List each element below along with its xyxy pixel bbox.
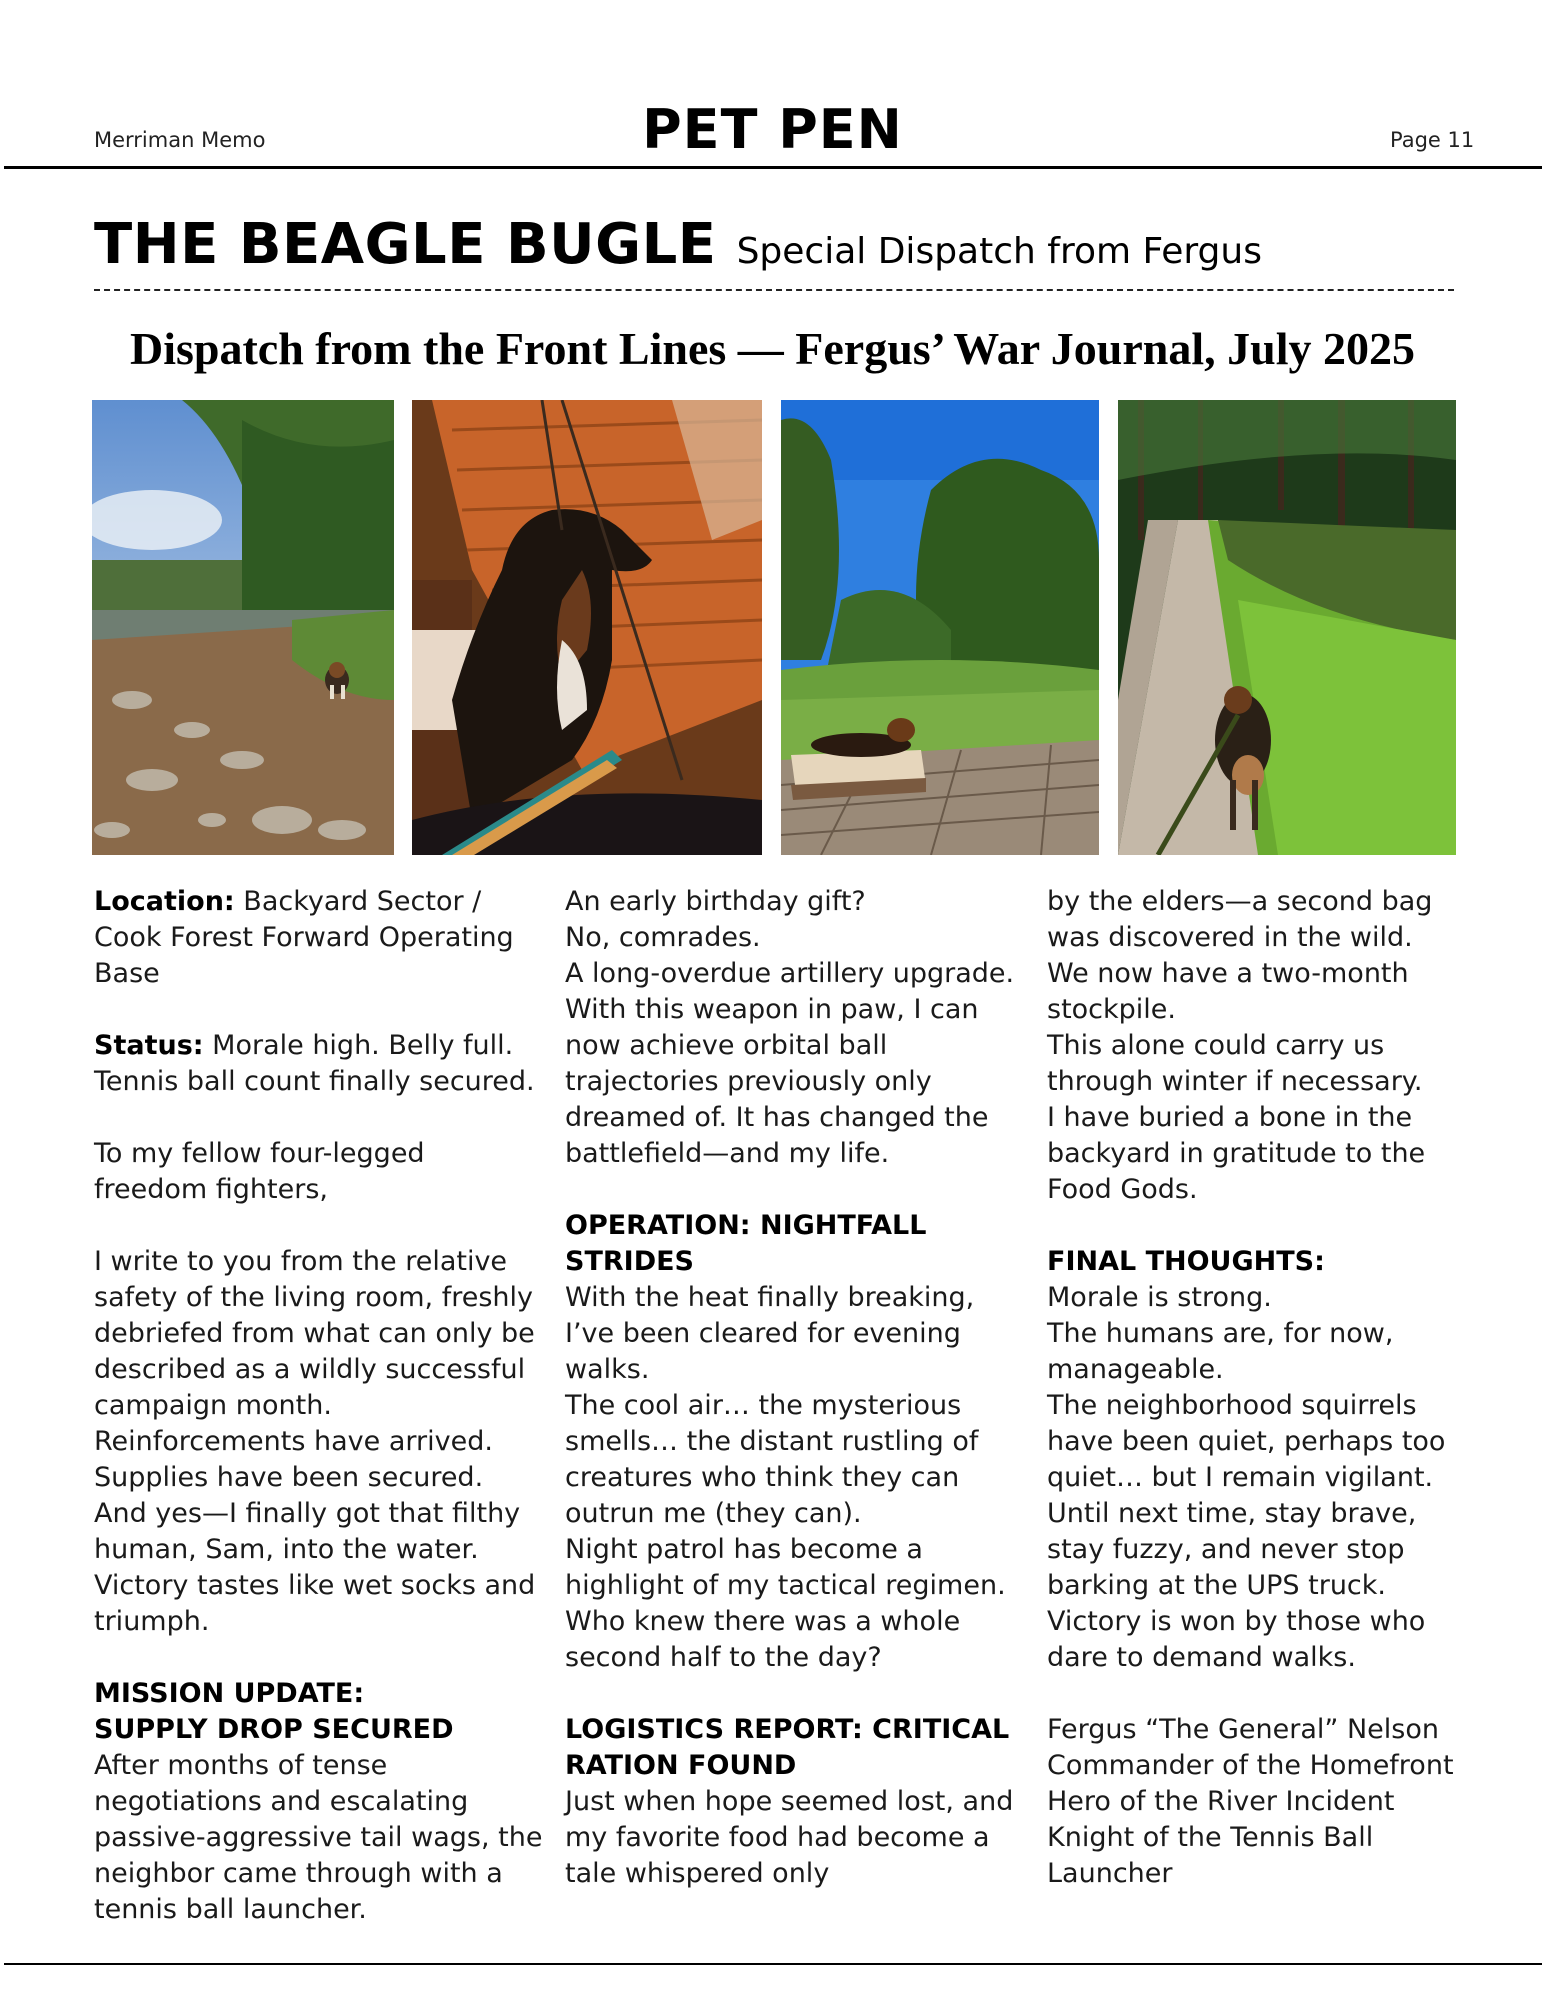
beagle-on-porch-swing-photo	[412, 400, 762, 855]
body-line: With this weapon in paw, I can now achieve orbital ball trajectories previously only dreamed of. It has changed the battlefield—and my life.	[565, 994, 989, 1169]
body-line: Reinforcements have arrived.	[94, 1426, 493, 1457]
body-line: Morale is strong.	[1047, 1282, 1272, 1313]
section-heading: LOGISTICS REPORT: CRITICAL RATION FOUND	[565, 1714, 1010, 1781]
beagle-on-riverbank-photo	[92, 400, 394, 855]
body-line: Victory tastes like wet socks and triumph.	[94, 1570, 536, 1637]
section-heading: FINAL THOUGHTS:	[1047, 1246, 1325, 1277]
article-headline: Dispatch from the Front Lines — Fergus’ War Journal, July 2025	[129, 323, 1416, 374]
section-heading: MISSION UPDATE:	[94, 1678, 365, 1709]
body-line: The humans are, for now, manageable.	[1047, 1318, 1394, 1385]
page-header	[0, 0, 1545, 172]
status-label: Status:	[94, 1030, 204, 1061]
body-line: A long-overdue artillery upgrade.	[565, 958, 1015, 989]
column-title: THE BEAGLE BUGLE	[94, 212, 717, 277]
body-line: The cool air… the mysterious smells… the distant rustling of creatures who think they can outrun me (they can).	[565, 1390, 979, 1529]
location-text: Backyard Sector / Cook Forest Forward Operating Base	[94, 886, 514, 989]
location-line	[94, 884, 544, 992]
body-line: Just when hope seemed lost, and my favorite food had become a tale whispered only	[565, 1786, 1014, 1889]
body-line: by the elders—a second bag was discovered in the wild.	[1047, 886, 1433, 953]
greeting: To my fellow four-legged freedom fighters,	[94, 1138, 425, 1205]
section-title: PET PEN	[642, 98, 903, 161]
footer-rule	[4, 1963, 1542, 1965]
location-label: Location:	[94, 886, 235, 917]
dashed-divider	[94, 289, 1454, 291]
signature-title: Commander of the Homefront	[1047, 1750, 1454, 1781]
body-line: No, comrades.	[565, 922, 761, 953]
section-heading: OPERATION: NIGHTFALL STRIDES	[565, 1210, 927, 1277]
body-line: An early birthday gift?	[565, 886, 866, 917]
status-line	[94, 1028, 544, 1100]
body-line: This alone could carry us through winter if necessary.	[1047, 1030, 1423, 1097]
article-column-3	[1047, 884, 1467, 1892]
article-column-2	[565, 884, 1025, 1892]
body-line: Victory is won by those who dare to demand walks.	[1047, 1606, 1426, 1673]
body-line: The neighborhood squirrels have been quiet, perhaps too quiet… but I remain vigilant.	[1047, 1390, 1446, 1493]
body-line: I have buried a bone in the backyard in gratitude to the Food Gods.	[1047, 1102, 1426, 1205]
signature-title: Hero of the River Incident	[1047, 1786, 1395, 1817]
page-number: Page 11	[1390, 128, 1475, 152]
status-text: Morale high. Belly full. Tennis ball count finally secured.	[94, 1030, 535, 1097]
publication-name: Merriman Memo	[94, 128, 266, 152]
beagle-on-trail-walk-photo	[1118, 400, 1456, 855]
mission-paragraph: After months of tense negotiations and escalating passive-aggressive tail wags, the neighbor came through with a tennis ball launcher.	[94, 1750, 543, 1925]
header-rule	[4, 166, 1542, 169]
body-line: And yes—I finally got that filthy human, Sam, into the water.	[94, 1498, 521, 1565]
body-line: With the heat finally breaking, I’ve been cleared for evening walks.	[565, 1282, 975, 1385]
body-line: Until next time, stay brave, stay fuzzy, and never stop barking at the UPS truck.	[1047, 1498, 1417, 1601]
intro-paragraph: I write to you from the relative safety of the living room, freshly debriefed from what can only be described as a wildly successful campaign month.	[94, 1246, 535, 1421]
column-subtitle: Special Dispatch from Fergus	[736, 231, 1262, 272]
body-line: We now have a two-month stockpile.	[1047, 958, 1409, 1025]
column-masthead	[94, 212, 1262, 277]
body-line: Night patrol has become a highlight of my tactical regimen. Who knew there was a whole second half to the day?	[565, 1534, 1006, 1673]
body-line: Supplies have been secured.	[94, 1462, 484, 1493]
signature-title: Knight of the Tennis Ball Launcher	[1047, 1822, 1374, 1889]
beagle-on-deck-photo	[781, 400, 1099, 855]
section-heading: SUPPLY DROP SECURED	[94, 1714, 454, 1745]
article-column-1	[94, 884, 544, 1928]
signature-name: Fergus “The General” Nelson	[1047, 1714, 1439, 1745]
